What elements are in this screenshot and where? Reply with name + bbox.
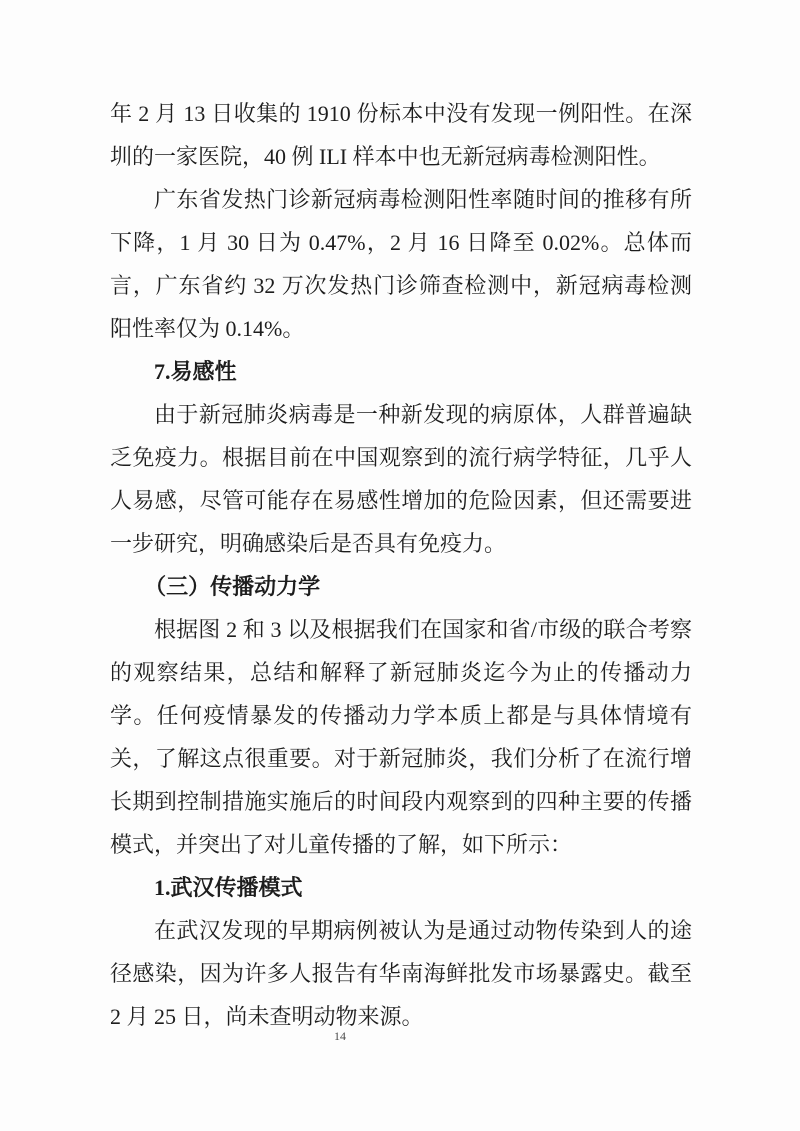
heading-susceptibility: 7.易感性 — [154, 359, 237, 384]
page-number: 14 — [334, 1029, 346, 1043]
page-body — [110, 92, 692, 1038]
body-paragraph: 根据图 2 和 3 以及根据我们在国家和省/市级的联合考察的观察结果，总结和解释了新冠肺炎迄今为止的传播动力学。任何疫情暴发的传播动力学本质上都是与具体情境有关，了解这点很重要。对于新冠肺炎，我们分析了在流行增长期到控制措施实施后的时间段内观察到的四种主要的传播模式，并突出了对儿童传播的了解，如下所示： — [110, 617, 692, 857]
body-paragraph: 由于新冠肺炎病毒是一种新发现的病原体，人群普遍缺乏免疫力。根据目前在中国观察到的流行病学特征，几乎人人易感，尽管可能存在易感性增加的危险因素，但还需要进一步研究，明确感染后是否具有免疫力。 — [110, 402, 692, 556]
body-paragraph: 在武汉发现的早期病例被认为是通过动物传染到人的途径感染，因为许多人报告有华南海鲜批发市场暴露史。截至 2 月 25 日，尚未查明动物来源。 — [110, 918, 692, 1029]
heading-transmission-dynamics: （三）传播动力学 — [144, 574, 321, 599]
body-paragraph: 广东省发热门诊新冠病毒检测阳性率随时间的推移有所下降，1 月 30 日为 0.47%，2 月 16 日降至 0.02%。总体而言，广东省约 32 万次发热门诊筛查检测中，新冠病毒检测阳性率仅为 0.14%。 — [110, 187, 692, 341]
body-paragraph: 年 2 月 13 日收集的 1910 份标本中没有发现一例阳性。在深圳的一家医院，40 例 ILI 样本中也无新冠病毒检测阳性。 — [110, 101, 692, 169]
heading-wuhan-transmission-pattern: 1.武汉传播模式 — [154, 875, 303, 900]
